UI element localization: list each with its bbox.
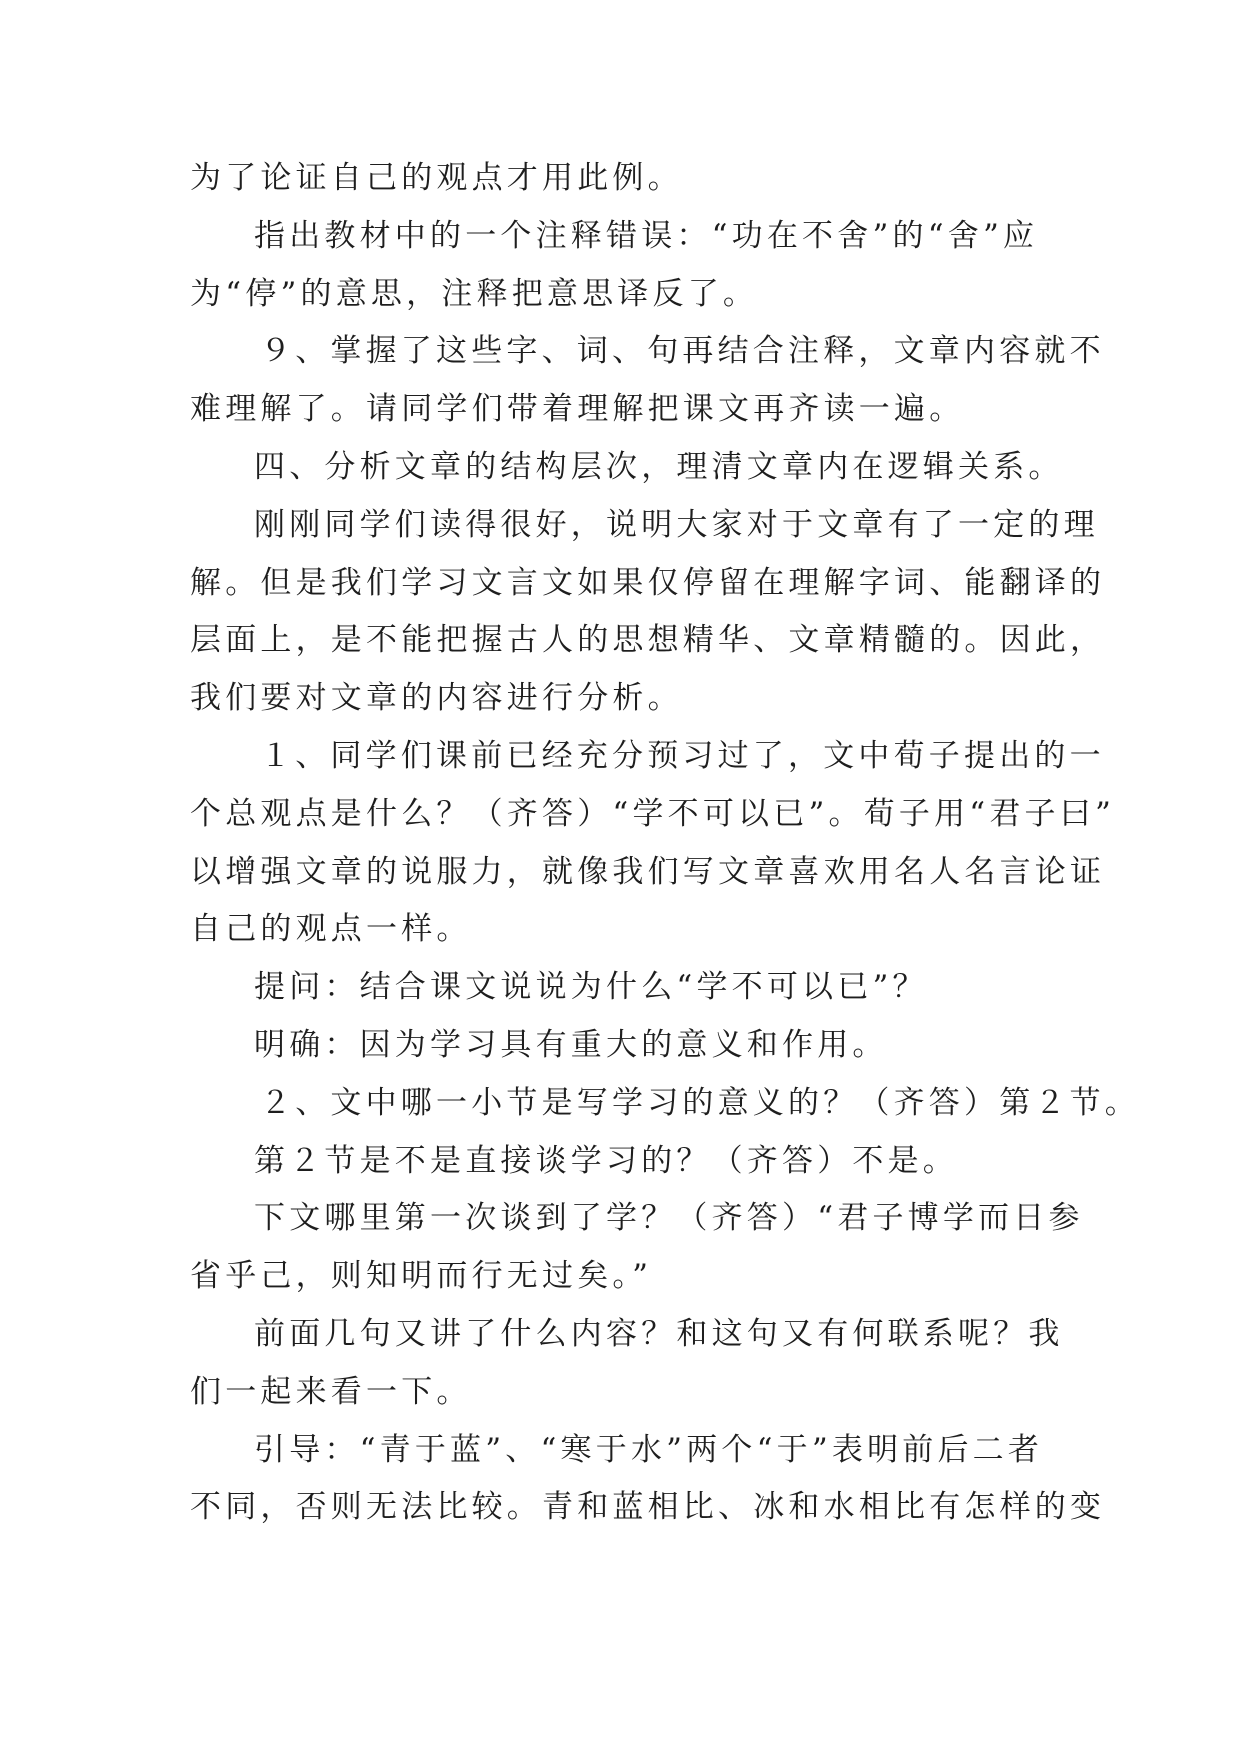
text-line: 难理解了。请同学们带着理解把课文再齐读一遍。 (190, 391, 965, 428)
text-line: 为了论证自己的观点才用此例。 (190, 160, 683, 196)
text-line: 前面几句又讲了什么内容？和这句又有何联系呢？我 (254, 1315, 1064, 1352)
text-line: 刚刚同学们读得很好，说明大家对于文章有了一定的理 (254, 506, 1099, 543)
text-line: 以增强文章的说服力，就像我们写文章喜欢用名人名言论证 (190, 853, 1106, 890)
text-line: 解。但是我们学习文言文如果仅停留在理解字词、能翻译的 (190, 564, 1106, 601)
text-line: 我们要对文章的内容进行分析。 (190, 680, 683, 717)
text-line: 省乎己，则知明而行无过矣。” (190, 1258, 653, 1295)
text-line: 引导：“青于蓝”、“寒于水”两个“于”表明前后二者 (254, 1431, 1044, 1468)
text-line: 明确：因为学习具有重大的意义和作用。 (254, 1026, 888, 1063)
text-line: 自己的观点一样。 (190, 911, 472, 948)
text-line: ２、文中哪一小节是写学习的意义的？（齐答）第２节。 (260, 1084, 1140, 1121)
text-line: １、同学们课前已经充分预习过了，文中荀子提出的一 (260, 737, 1105, 774)
text-line: ９、掌握了这些字、词、句再结合注释，文章内容就不 (260, 333, 1105, 370)
text-line: 个总观点是什么？（齐答）“学不可以已”。荀子用“君子曰” (190, 795, 1115, 832)
section-heading: 四、分析文章的结构层次，理清文章内在逻辑关系。 (254, 448, 1064, 485)
text-line: 们一起来看一下。 (190, 1373, 472, 1410)
text-line: 下文哪里第一次谈到了学？（齐答）“君子博学而日参 (254, 1200, 1084, 1237)
text-line: 为“停”的意思，注释把意思译反了。 (190, 275, 759, 312)
text-line: 指出教材中的一个注释错误：“功在不舍”的“舍”应 (254, 217, 1039, 254)
text-line: 提问：结合课文说说为什么“学不可以已”？ (254, 969, 928, 1006)
text-line: 第２节是不是直接谈学习的？（齐答）不是。 (254, 1142, 958, 1179)
text-line: 不同，否则无法比较。青和蓝相比、冰和水相比有怎样的变 (190, 1489, 1106, 1526)
text-line: 层面上，是不能把握古人的思想精华、文章精髓的。因此， (190, 622, 1106, 659)
document-page (190, 150, 1140, 1537)
